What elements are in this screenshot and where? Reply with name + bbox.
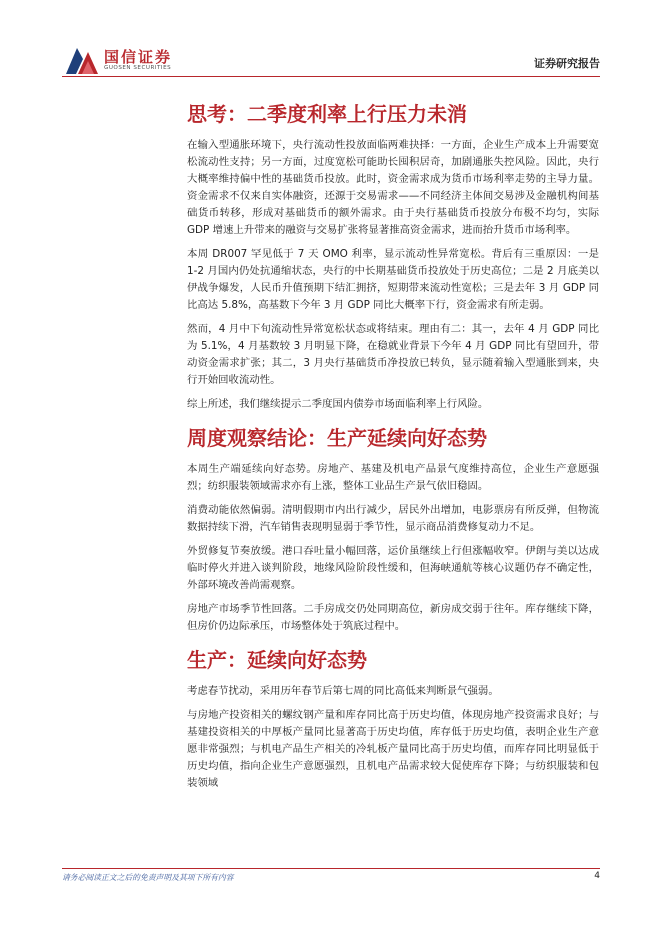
paragraph: 本周生产端延续向好态势。房地产、基建及机电产品景气度维持高位，企业生产意愿强烈；纺织服装领域需求亦有上涨，整体工业品生产景气依旧稳固。 [187, 463, 599, 492]
page-header [0, 0, 662, 80]
paragraph: 消费动能依然偏弱。清明假期市内出行减少，居民外出增加，电影票房有所反弹，但物流数据持续下滑，汽车销售表现明显弱于季节性，显示商品消费修复动力不足。 [187, 504, 599, 533]
guosen-logo-mark-icon [64, 44, 100, 76]
page-number: 4 [594, 871, 600, 881]
footer-divider [62, 868, 600, 869]
logo-chinese-name: 国信证券 [104, 48, 173, 66]
disclaimer-note: 请务必阅读正文之后的免责声明及其项下所有内容 [62, 873, 234, 882]
section-title: 生产：延续向好态势 [187, 648, 367, 672]
section-weekly-observation [187, 424, 599, 635]
paragraph: 在输入型通胀环境下，央行流动性投放面临两难抉择：一方面，企业生产成本上升需要宽松流动性支持；另一方面，过度宽松可能助长囤积居奇，加剧通胀失控风险。因此，央行大概率维持偏中性的基础货币投放。此时，资金需求成为货币市场利率走势的主导力量。资金需求不仅来自实体融资，还源于交易需求——不同经济主体间交易涉及金融机构间基础货币转移，形成对基础货币的额外需求。由于央行基础货币投放分布极不均匀，实际 GDP 增速上升带来的融资与交易扩张将显著推高资金需求，进而抬升货币市场利率。 [187, 139, 599, 236]
report-body [187, 100, 599, 799]
paragraph: 考虑春节扰动，采用历年春节后第七周的同比高低来判断景气强弱。 [187, 685, 499, 697]
header-divider [62, 76, 600, 77]
section-thinking [187, 100, 599, 413]
logo-english-name: GUOSEN SECURITIES [104, 65, 172, 71]
report-type-label: 证券研究报告 [534, 57, 600, 70]
paragraph: 与房地产投资相关的螺纹钢产量和库存同比高于历史均值，体现房地产投资需求良好；与基建投资相关的中厚板产量同比显著高于历史均值，库存低于历史均值，表明企业生产意愿非常强烈；与机电产品生产相关的冷轧板产量同比高于历史均值，而库存同比明显低于历史均值，指向企业生产意愿强烈，且机电产品需求较大促使库存下降；与纺织服装和包装领域 [187, 709, 599, 789]
paragraph: 然而，4 月中下旬流动性异常宽松状态或将结束。理由有二：其一，去年 4 月 GDP 同比为 5.1%，4 月基数较 3 月明显下降，在稳就业背景下今年 4 月 GDP 同比有望回升，带动资金需求扩张；其二，3 月央行基础货币净投放已转负，显示随着输入型通胀到来，央行开始回收流动性。 [187, 323, 599, 386]
paragraph: 本周 DR007 罕见低于 7 天 OMO 利率，显示流动性异常宽松。背后有三重原因：一是 1-2 月国内仍处抗通缩状态，央行的中长期基础货币投放处于历史高位；二是 2 月底美以伊战争爆发，人民币升值预期下结汇拥挤，短期带来流动性宽松；三是去年 3 月 GDP 同比高达 5.8%，高基数下今年 3 月 GDP 同比大概率下行，资金需求有所走弱。 [187, 248, 599, 311]
section-title: 思考：二季度利率上行压力未消 [187, 102, 467, 126]
section-title: 周度观察结论：生产延续向好态势 [187, 426, 487, 450]
section-production [187, 646, 599, 792]
guosen-logo [64, 44, 184, 78]
paragraph: 外贸修复节奏放缓。港口吞吐量小幅回落，运价虽继续上行但涨幅收窄。伊朗与美以达成临时停火并进入谈判阶段，地缘风险阶段性缓和，但海峡通航等核心议题仍存不确定性，外部环境改善尚需观察。 [187, 545, 599, 591]
paragraph: 房地产市场季节性回落。二手房成交仍处同期高位，新房成交弱于往年。库存继续下降，但房价仍边际承压，市场整体处于筑底过程中。 [187, 603, 599, 632]
paragraph: 综上所述，我们继续提示二季度国内债券市场面临利率上行风险。 [187, 398, 489, 410]
